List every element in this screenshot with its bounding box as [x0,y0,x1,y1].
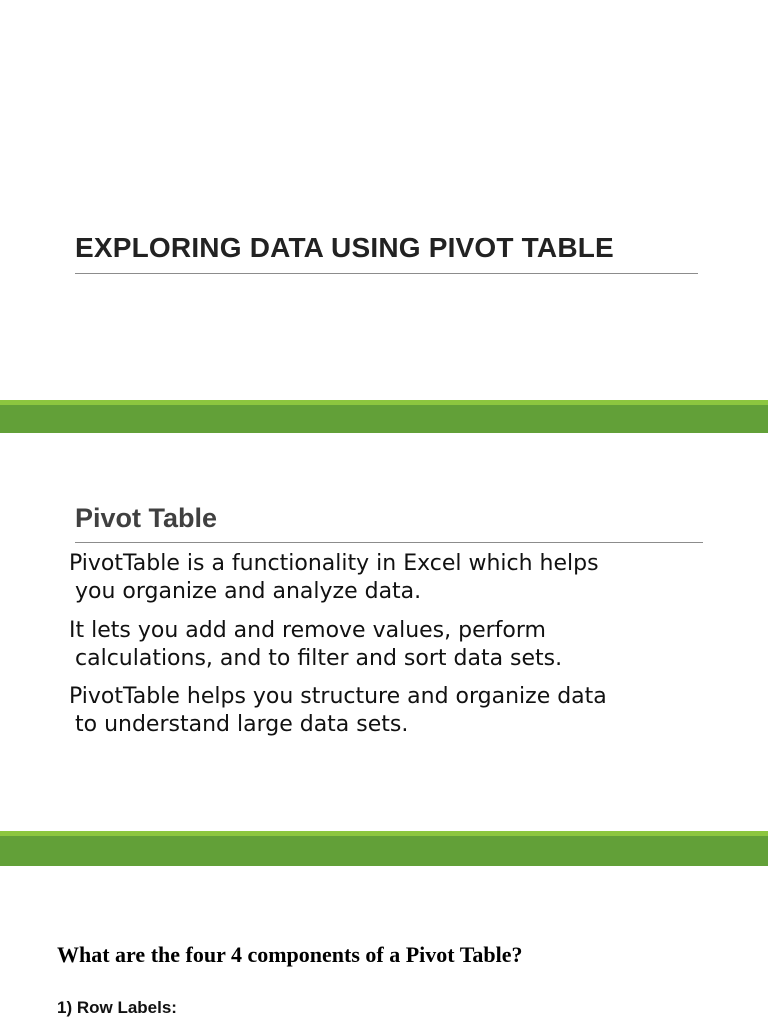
slide-title: EXPLORING DATA USING PIVOT TABLE [75,232,614,263]
paragraph-3-line-2: to understand large data sets. [75,712,409,737]
paragraph-2-line-2: calculations, and to filter and sort data sets. [75,646,563,671]
paragraph-2-line-1: It lets you add and remove values, perform [69,618,546,643]
paragraph-1-line-1: PivotTable is a functionality in Excel which helps [69,551,599,576]
heading-divider [75,542,703,543]
list-item-row-labels: 1) Row Labels: [57,998,177,1017]
section-divider-band [0,831,768,866]
section-heading: Pivot Table [75,503,218,533]
paragraph-1 [69,550,729,606]
paragraph-3 [69,683,729,739]
paragraph-2 [69,617,729,673]
section-divider-band [0,400,768,433]
question-heading: What are the four 4 components of a Pivot Table? [57,942,523,967]
band-highlight [0,831,768,836]
paragraph-3-line-1: PivotTable helps you structure and organize data [69,684,607,709]
band-highlight [0,400,768,405]
paragraph-1-line-2: you organize and analyze data. [75,579,422,604]
title-divider [75,273,698,274]
